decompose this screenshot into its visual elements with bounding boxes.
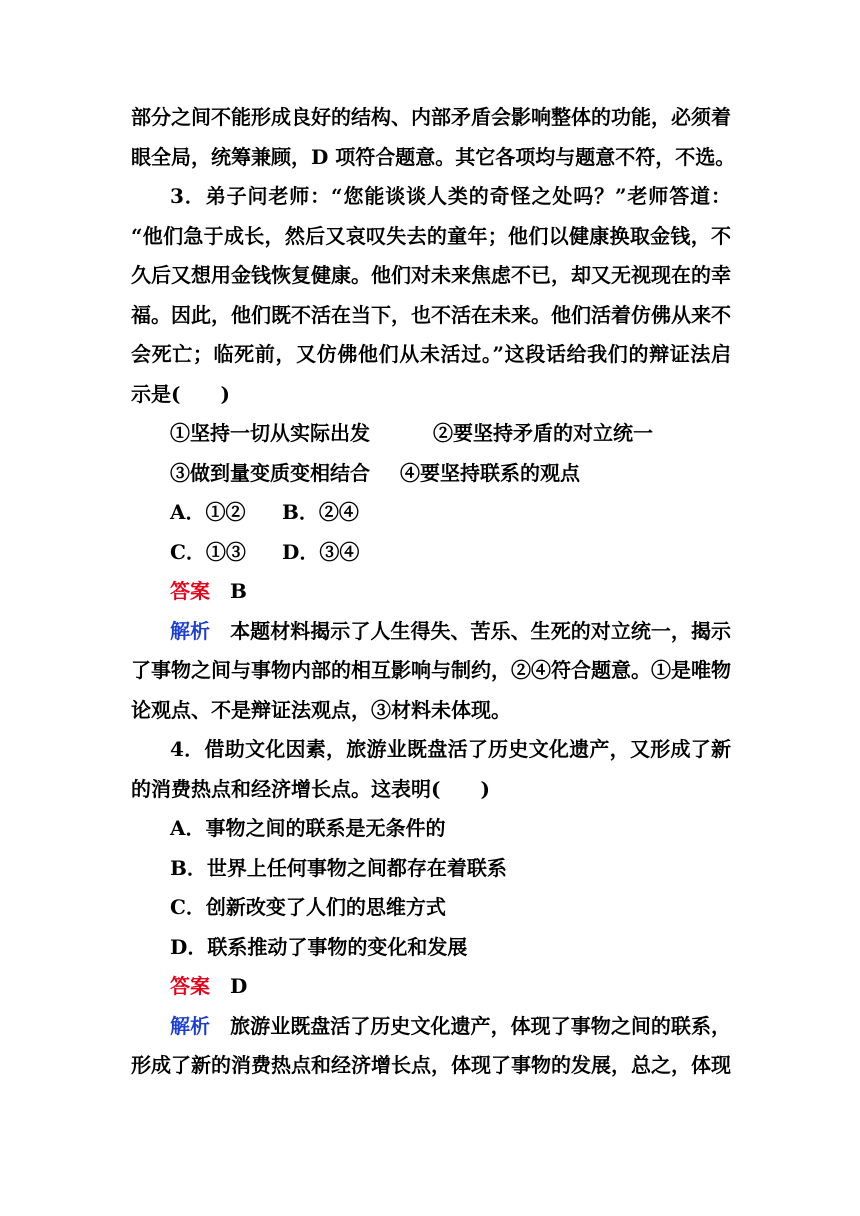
q3-options-row-1 [170, 499, 731, 525]
q4-answer-line [170, 973, 731, 999]
q3-line-6: 示是( ) [131, 382, 230, 406]
q3-statements-row-2 [170, 460, 731, 486]
q3-statement-2: ②要坚持矛盾的对立统一 [433, 421, 653, 445]
q4-line-2: 的消费热点和经济增长点。这表明( ) [131, 777, 490, 801]
q3-line-5: 会死亡；临死前，又仿佛他们从未活过。”这段话给我们的辩证法启 [131, 342, 731, 366]
q4-line-1: 4．借助文化因素，旅游业既盘活了历史文化遗产，又形成了新 [170, 737, 731, 761]
q3-answer-value: B [230, 579, 247, 603]
q3-line-3: 久后又想用金钱恢复健康。他们对未来焦虑不已，却又无视现在的幸 [131, 263, 731, 287]
q3-statement-4: ④要坚持联系的观点 [400, 461, 580, 485]
q4-analysis-text-1: 旅游业既盘活了历史文化遗产，体现了事物之间的联系， [230, 1014, 732, 1038]
q3-line-4: 福。因此，他们既不活在当下，也不活在未来。他们活着仿佛从来不 [131, 303, 731, 327]
q4-answer-value: D [230, 974, 248, 998]
q4-option-d: D．联系推动了事物的变化和发展 [170, 935, 468, 959]
q3-analysis-line-2: 了事物之间与事物内部的相互影响与制约，②④符合题意。①是唯物 [131, 658, 731, 682]
q3-option-a: A．①② [170, 500, 246, 524]
q4-analysis-line-2: 形成了新的消费热点和经济增长点，体现了事物的发展，总之，体现 [131, 1053, 731, 1077]
q3-line-1: 3．弟子问老师：“您能谈谈人类的奇怪之处吗？”老师答道： [170, 184, 731, 208]
q3-statement-1: ①坚持一切从实际出发 [170, 421, 370, 445]
q3-statements-row-1 [170, 420, 731, 446]
q3-answer-label: 答案 [170, 579, 210, 603]
q3-option-d: D．③④ [282, 540, 360, 564]
q3-line-2: “他们急于成长，然后又哀叹失去的童年；他们以健康换取金钱，不 [131, 224, 731, 248]
q3-options-row-2 [170, 539, 731, 565]
q4-option-b: B．世界上任何事物之间都存在着联系 [170, 856, 507, 880]
q4-answer-label: 答案 [170, 974, 210, 998]
q4-option-c: C．创新改变了人们的思维方式 [170, 895, 446, 919]
q3-analysis-line-3: 论观点、不是辩证法观点，③材料未体现。 [131, 698, 511, 722]
q3-option-c: C．①③ [170, 540, 246, 564]
q3-analysis-line-1 [170, 618, 731, 644]
q3-option-b: B．②④ [282, 500, 359, 524]
q4-option-a: A．事物之间的联系是无条件的 [170, 816, 446, 840]
q3-statement-3: ③做到量变质变相结合 [170, 461, 370, 485]
q3-analysis-label: 解析 [170, 619, 211, 643]
intro-line-1: 部分之间不能形成良好的结构、内部矛盾会影响整体的功能，必须着 [131, 105, 731, 129]
q4-analysis-label: 解析 [170, 1014, 211, 1038]
intro-line-2: 眼全局，统筹兼顾，D 项符合题意。其它各项均与题意不符，不选。 [131, 145, 736, 169]
q4-analysis-line-1 [170, 1013, 731, 1039]
q3-analysis-text-1: 本题材料揭示了人生得失、苦乐、生死的对立统一，揭示 [230, 619, 732, 643]
q3-answer-line [170, 578, 731, 604]
